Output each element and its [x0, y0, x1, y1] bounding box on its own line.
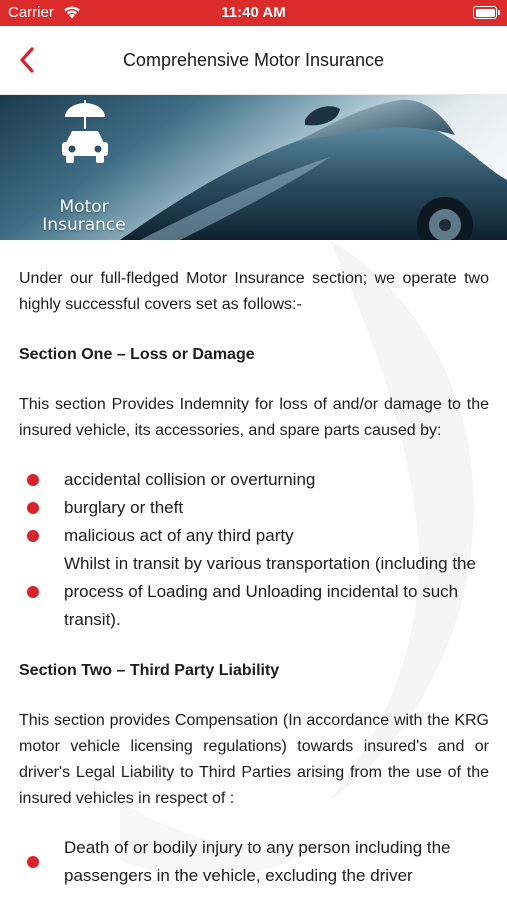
section-one-paragraph: This section Provides Indemnity for loss of and/or damage to the insured vehicle, its accessories, and spare parts caused by: — [19, 396, 489, 439]
banner-image — [0, 95, 507, 240]
banner-label-line1: Motor — [59, 197, 109, 217]
page-title: Comprehensive Motor Insurance — [122, 50, 385, 70]
clock: 11:40 AM — [221, 4, 286, 21]
bullet-icon — [27, 474, 39, 486]
nav-bar — [0, 26, 507, 95]
list-item — [19, 494, 489, 522]
battery-icon — [473, 6, 497, 19]
list-item — [19, 550, 489, 634]
bullet-icon — [27, 530, 39, 542]
section-one-heading: Section One – Loss or Damage — [19, 346, 255, 363]
list-item — [19, 466, 489, 494]
list-item-text: malicious act of any third party — [64, 526, 294, 545]
list-item-text: Whilst in transit by various transportation (including the process of Loading and Unloading incidental to such transit). — [64, 554, 476, 629]
banner-label-line2: Insurance — [42, 215, 126, 235]
section-two-paragraph: This section provides Compensation (In accordance with the KRG motor vehicle licensing regulations) towards insured's and or driver's Legal Liability to Third Parties arising from the use of the insured vehicles in respect of : — [19, 712, 489, 807]
intro-paragraph: Under our full-fledged Motor Insurance section; we operate two highly successful covers set as follows:- — [19, 270, 489, 313]
carrier-label: Carrier — [8, 4, 54, 21]
list-item-text: burglary or theft — [64, 498, 184, 517]
bullet-icon — [27, 856, 39, 868]
bullet-icon — [27, 586, 39, 598]
status-bar — [0, 0, 507, 26]
list-item — [19, 522, 489, 550]
list-item — [19, 834, 489, 890]
section-one-bullets — [19, 466, 489, 634]
bullet-icon — [27, 502, 39, 514]
content-area — [19, 266, 489, 890]
section-two-heading: Section Two – Third Party Liability — [19, 662, 280, 679]
list-item-text: Death of or bodily injury to any person including the passengers in the vehicle, excluding the driver — [64, 838, 451, 885]
section-two-bullets — [19, 834, 489, 890]
list-item-text: accidental collision or overturning — [64, 470, 316, 489]
